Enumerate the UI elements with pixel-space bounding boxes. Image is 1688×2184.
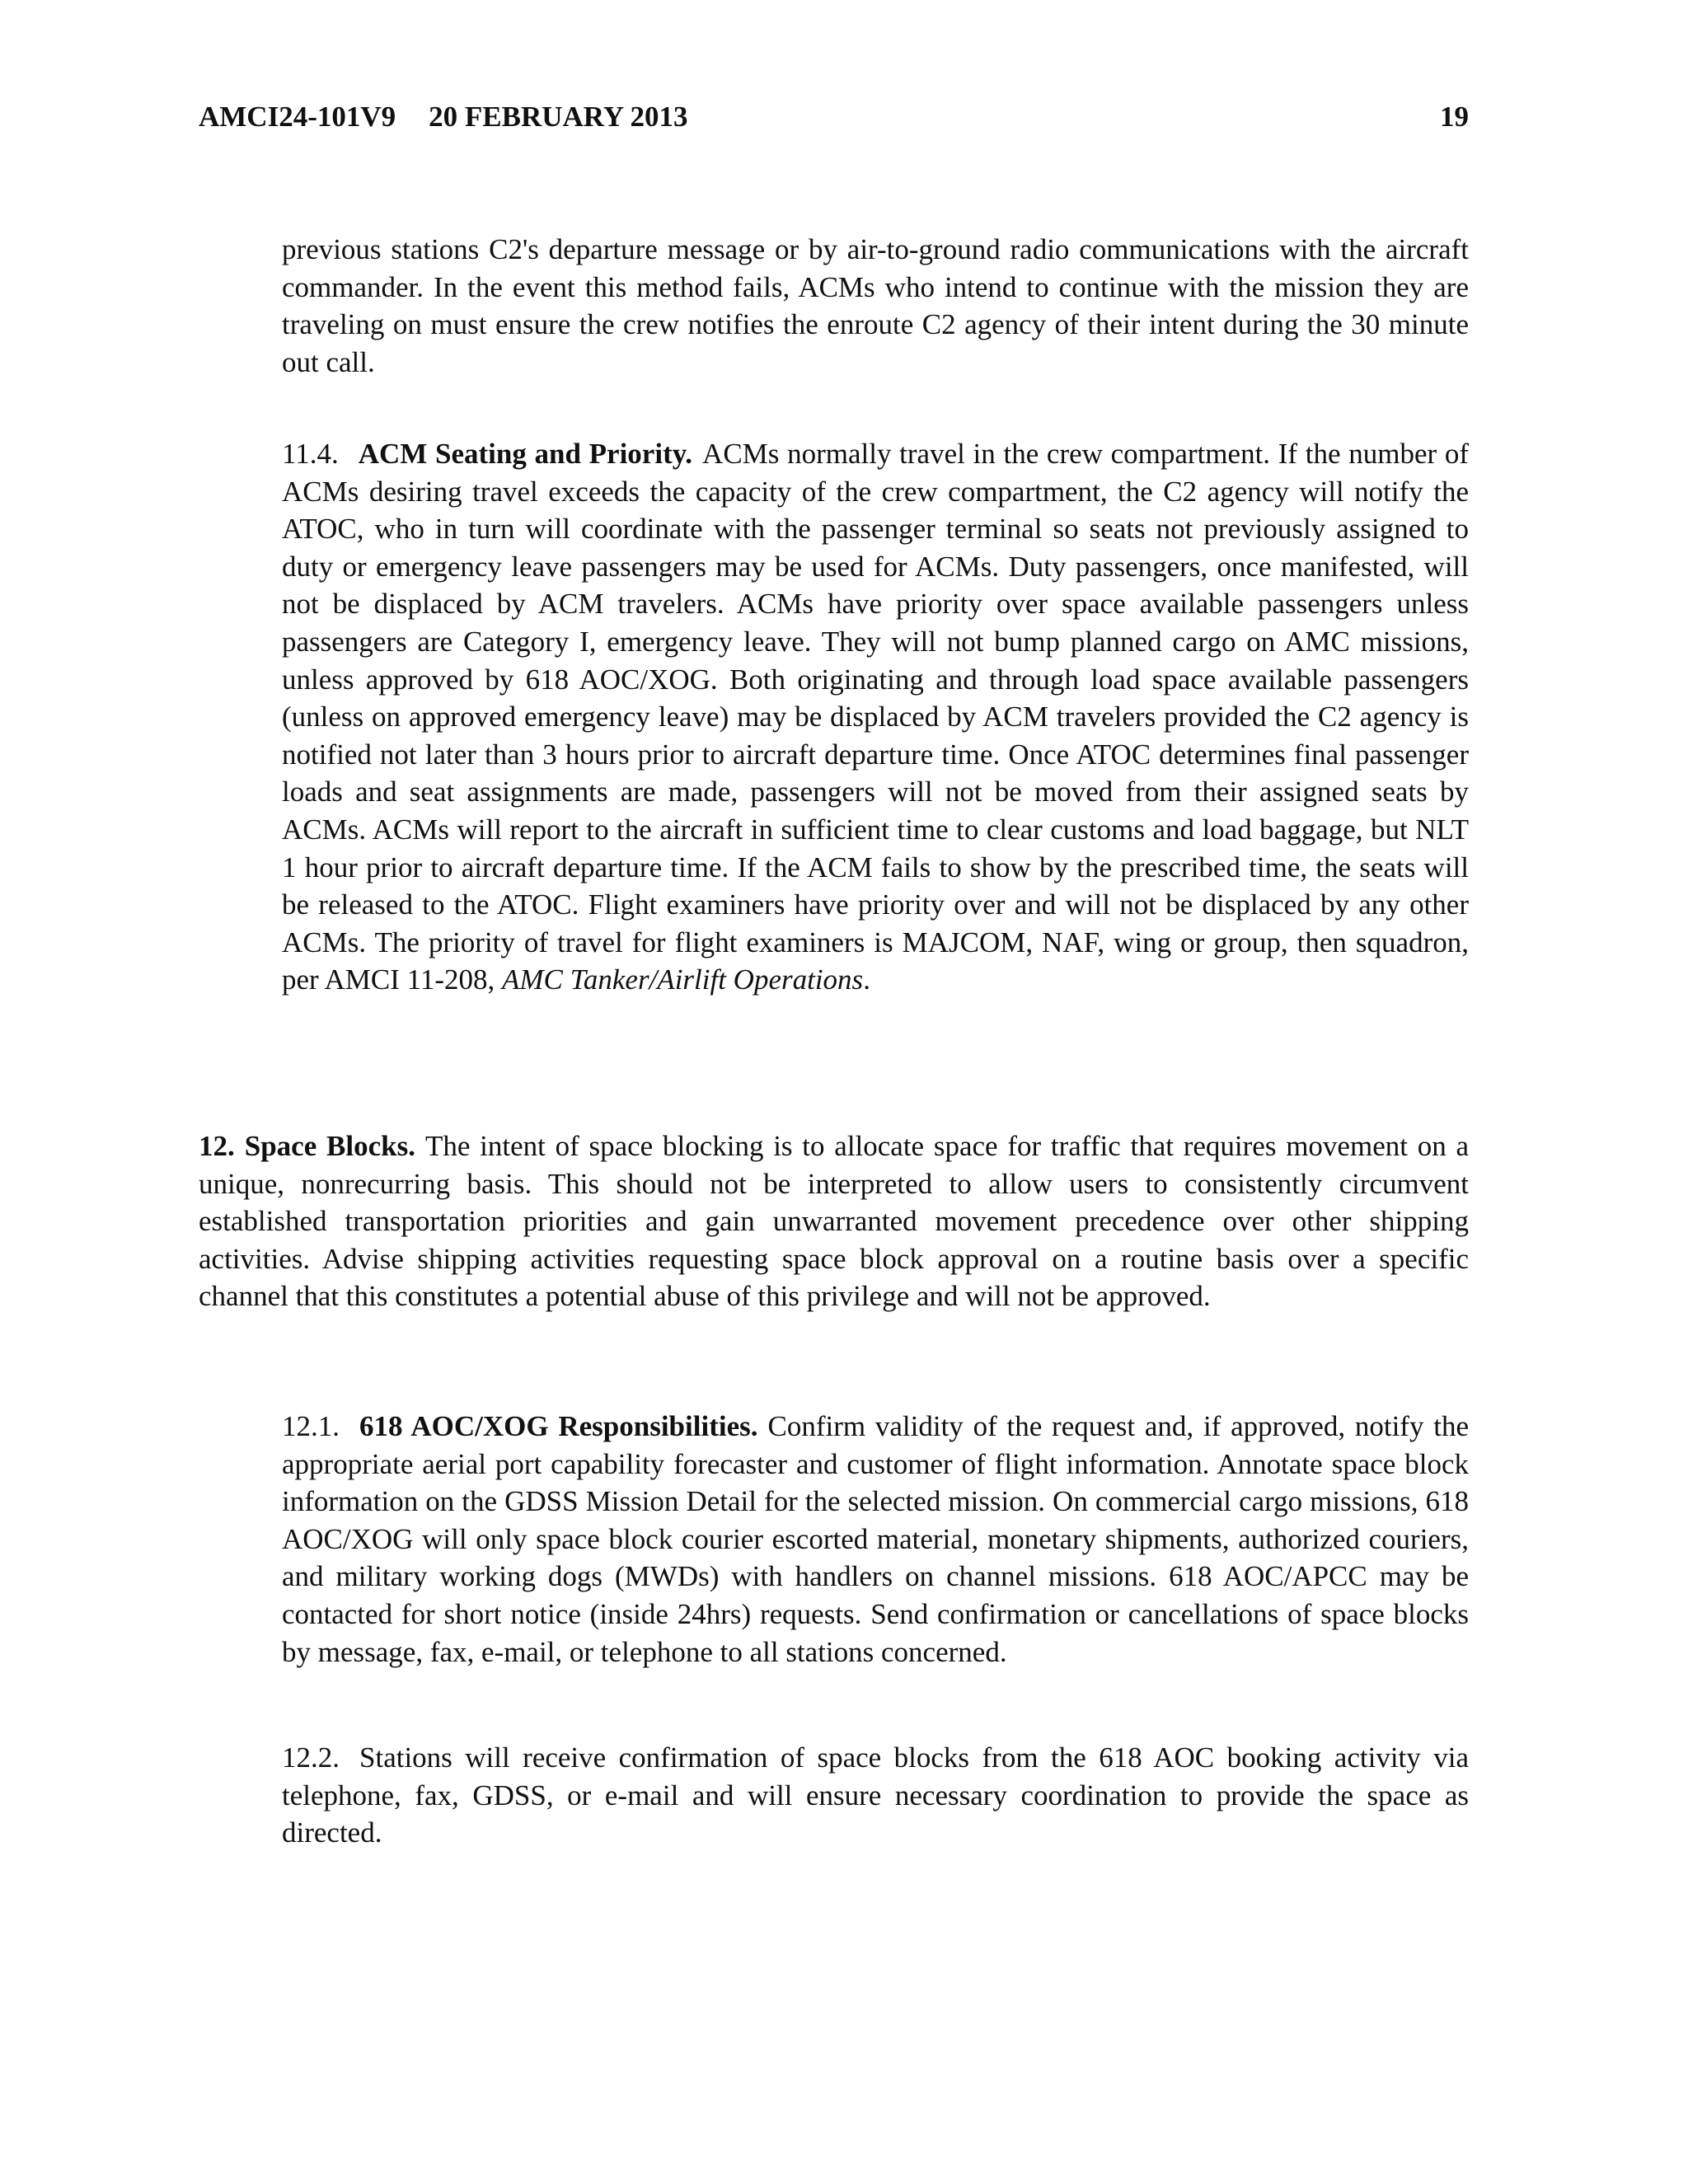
section-12-1 [282,1408,1469,1671]
section-number: 12.2. [282,1741,340,1774]
section-number: 11.4. [282,438,339,470]
section-number: 12.1. [282,1410,340,1442]
continued-paragraph: previous stations C2's departure message or by air-to-ground radio communications with the aircraft commander. In the event this method fails, ACMs who intend to continue with the mission they are traveling on must ensure the crew notifies the enroute C2 agency of their intent during the 30 minute out call. [282,233,1469,378]
section-text: Stations will receive confirmation of space blocks from the 618 AOC booking activity via telephone, fax, GDSS, or e-mail and will ensure necessary coordination to provide the space as directed. [282,1741,1469,1849]
sentence-end: . [863,963,870,996]
section-title: Space Blocks. [244,1130,415,1162]
section-title: 618 AOC/XOG Responsibilities. [359,1410,758,1442]
section-text: Confirm validity of the request and, if approved, notify the appropriate aerial port capability forecaster and customer of flight information. Annotate space block information on the GDSS Mission Detail for the selected mission. On commercial cargo missions, 618 AOC/XOG will only space block courier escorted material, monetary shipments, authorized couriers, and military working dogs (MWDs) with handlers on channel missions. 618 AOC/APCC may be contacted for short notice (inside 24hrs) requests. Send confirmation or cancellations of space blocks by message, fax, e-mail, or telephone to all stations concerned. [282,1410,1469,1668]
section-number: 12. [199,1130,235,1162]
section-title: ACM Seating and Priority. [358,438,693,470]
section-text: The intent of space blocking is to allocate space for traffic that requires movement on a unique, nonrecurring basis. This should not be interpreted to allow users to consistently circumvent established transportation priorities and gain unwarranted movement precedence over other shipping activities. Advise shipping activities requesting space block approval on a routine basis over a specific channel that this constitutes a potential abuse of this privilege and will not be approved. [199,1130,1469,1313]
section-11-4 [282,435,1469,999]
section-12-2 [282,1739,1469,1852]
document-id: AMCI24-101V9 [199,101,396,133]
section-text: ACMs normally travel in the crew compartment. If the number of ACMs desiring travel exceeds the capacity of the crew compartment, the C2 agency will notify the ATOC, who in turn will coordinate with the passenger terminal so seats not previously assigned to duty or emergency leave passengers may be used for ACMs. Duty passengers, once manifested, will not be displaced by ACM travelers. ACMs have priority over space available passengers unless passengers are Category I, emergency leave. They will not bump planned cargo on AMC missions, unless approved by 618 AOC/XOG. Both originating and through load space available passengers (unless on approved emergency leave) may be displaced by ACM travelers provided the C2 agency is notified not later than 3 hours prior to aircraft departure time. Once ATOC determines final passenger loads and seat assignments are made, passengers will not be moved from their assigned seats by ACMs. ACMs will report to the aircraft in sufficient time to clear customs and load baggage, but NLT 1 hour prior to aircraft departure time. If the ACM fails to show by the prescribed time, the seats will be released to the ATOC. Flight examiners have priority over and will not be displaced by any other ACMs. The priority of travel for flight examiners is MAJCOM, NAF, wing or group, then squadron, per AMCI 11-208, [282,438,1469,996]
page-header [199,97,1469,137]
reference-title: AMC Tanker/Airlift Operations [502,963,864,996]
page-number: 19 [1440,101,1469,133]
document-date: 20 FEBRUARY 2013 [429,101,688,133]
section-12 [199,1127,1469,1315]
